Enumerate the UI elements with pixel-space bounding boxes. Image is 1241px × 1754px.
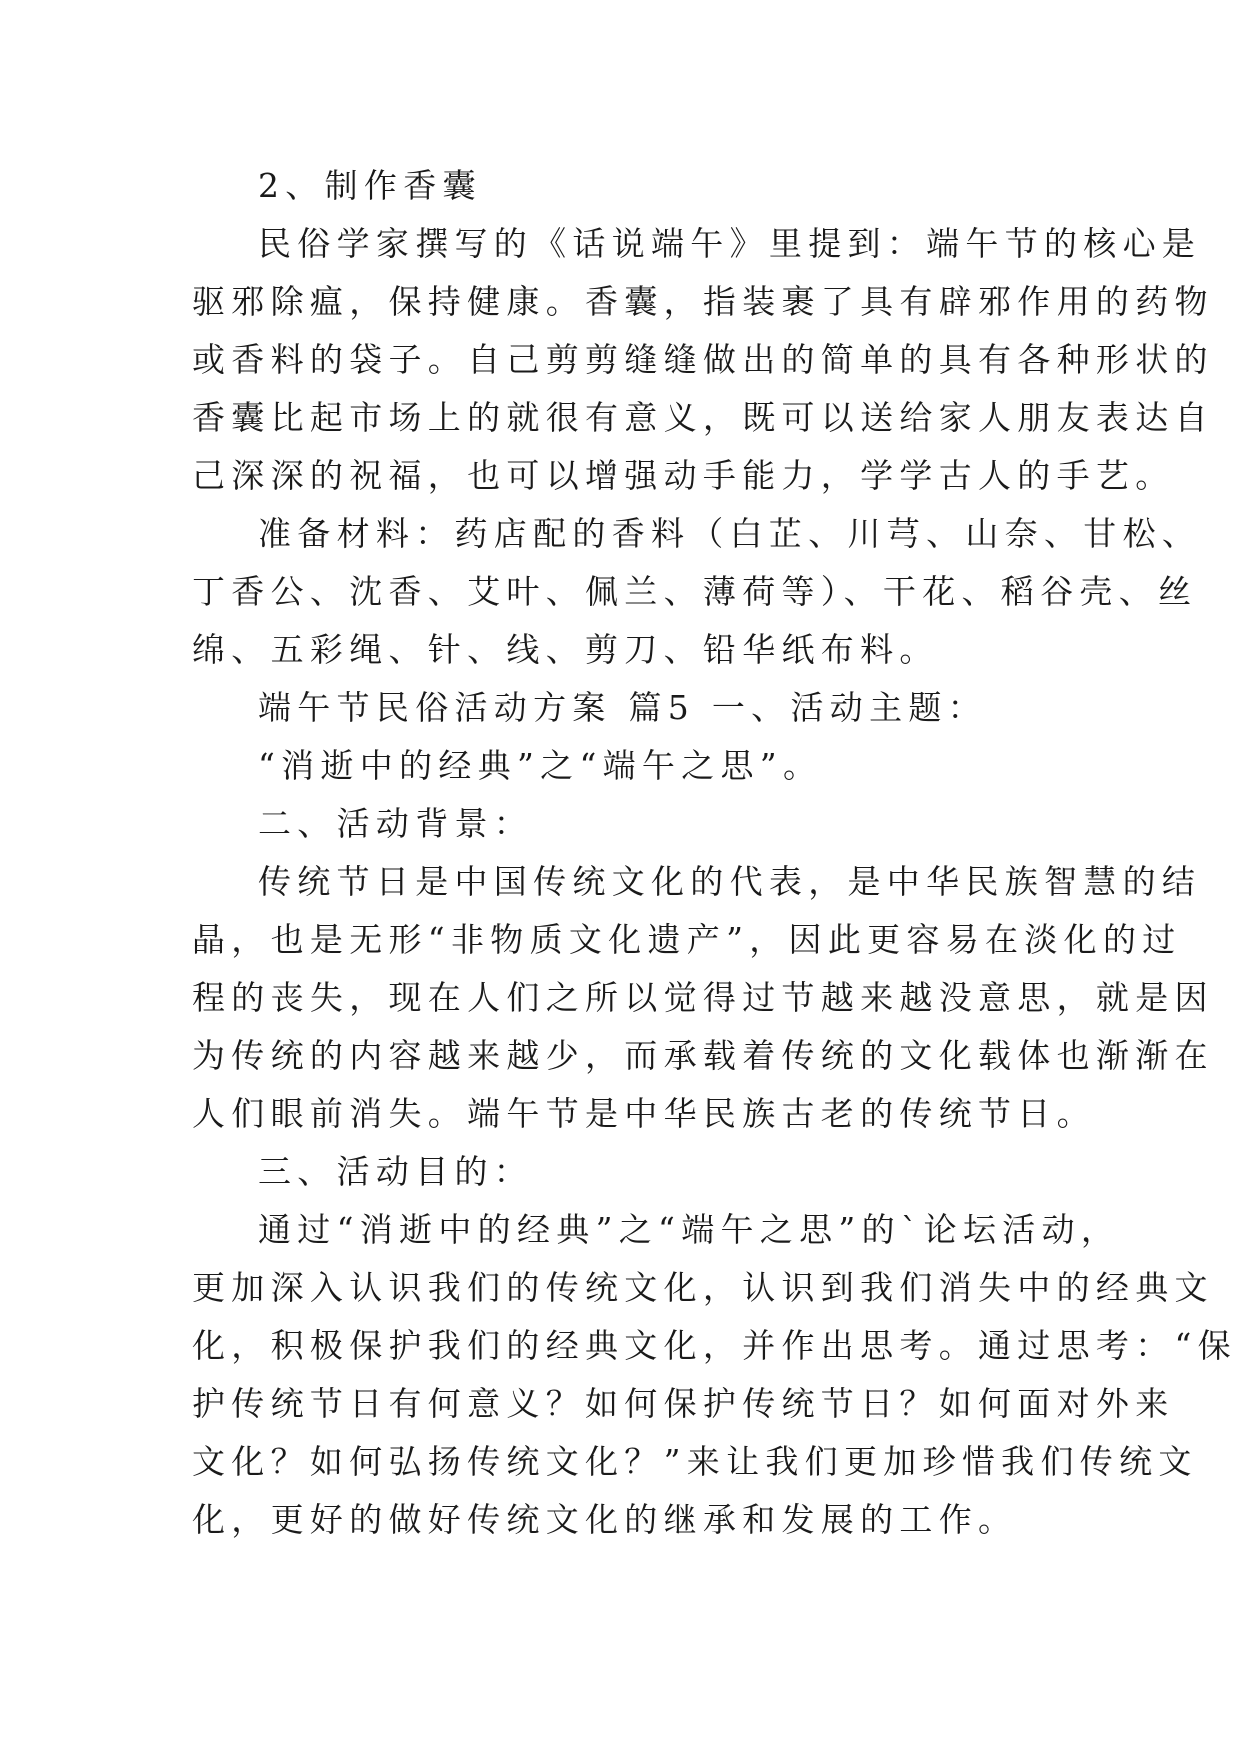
paragraph-line: 化，更好的做好传统文化的继承和发展的工作。 — [192, 1500, 1018, 1539]
paragraph-line: 化，积极保护我们的经典文化，并作出思考。通过思考：“保 — [192, 1326, 1237, 1365]
paragraph-line: 护传统节日有何意义？如何保护传统节日？如何面对外来 — [192, 1384, 1175, 1423]
paragraph-line: 为传统的内容越来越少，而承载着传统的文化载体也渐渐在 — [192, 1036, 1214, 1075]
paragraph-line: 绵、五彩绳、针、线、剪刀、铅华纸布料。 — [192, 630, 939, 669]
paragraph-line: 丁香公、沈香、艾叶、佩兰、薄荷等）、干花、稻谷壳、丝 — [192, 572, 1198, 611]
paragraph-line: 通过“消逝中的经典”之“端午之思”的`论坛活动， — [258, 1210, 1121, 1249]
paragraph-line: “消逝中的经典”之“端午之思”。 — [258, 746, 823, 785]
paragraph-line: 驱邪除瘟，保持健康。香囊，指装裹了具有辟邪作用的药物 — [192, 282, 1214, 321]
paragraph-line: 准备材料：药店配的香料（白芷、川芎、山奈、甘松、 — [258, 514, 1202, 553]
paragraph-line: 晶，也是无形“非物质文化遗产”，因此更容易在淡化的过 — [192, 920, 1182, 959]
paragraph-line: 民俗学家撰写的《话说端午》里提到：端午节的核心是 — [258, 224, 1202, 263]
paragraph-line: 传统节日是中国传统文化的代表，是中华民族智慧的结 — [258, 862, 1202, 901]
section-heading-sachet: 2、制作香囊 — [258, 166, 482, 205]
section-heading-background: 二、活动背景： — [258, 804, 534, 843]
paragraph-line: 文化？如何弘扬传统文化？”来让我们更加珍惜我们传统文 — [192, 1442, 1198, 1481]
paragraph-line: 己深深的祝福，也可以增强动手能力，学学古人的手艺。 — [192, 456, 1175, 495]
paragraph-line: 程的丧失，现在人们之所以觉得过节越来越没意思，就是因 — [192, 978, 1214, 1017]
section-heading-purpose: 三、活动目的： — [258, 1152, 534, 1191]
paragraph-line: 或香料的袋子。自己剪剪缝缝做出的简单的具有各种形状的 — [192, 340, 1214, 379]
paragraph-line: 香囊比起市场上的就很有意义，既可以送给家人朋友表达自 — [192, 398, 1214, 437]
paragraph-line: 人们眼前消失。端午节是中华民族古老的传统节日。 — [192, 1094, 1096, 1133]
paragraph-line: 更加深入认识我们的传统文化，认识到我们消失中的经典文 — [192, 1268, 1214, 1307]
section-heading-plan: 端午节民俗活动方案 篇5 一、活动主题： — [258, 688, 987, 727]
